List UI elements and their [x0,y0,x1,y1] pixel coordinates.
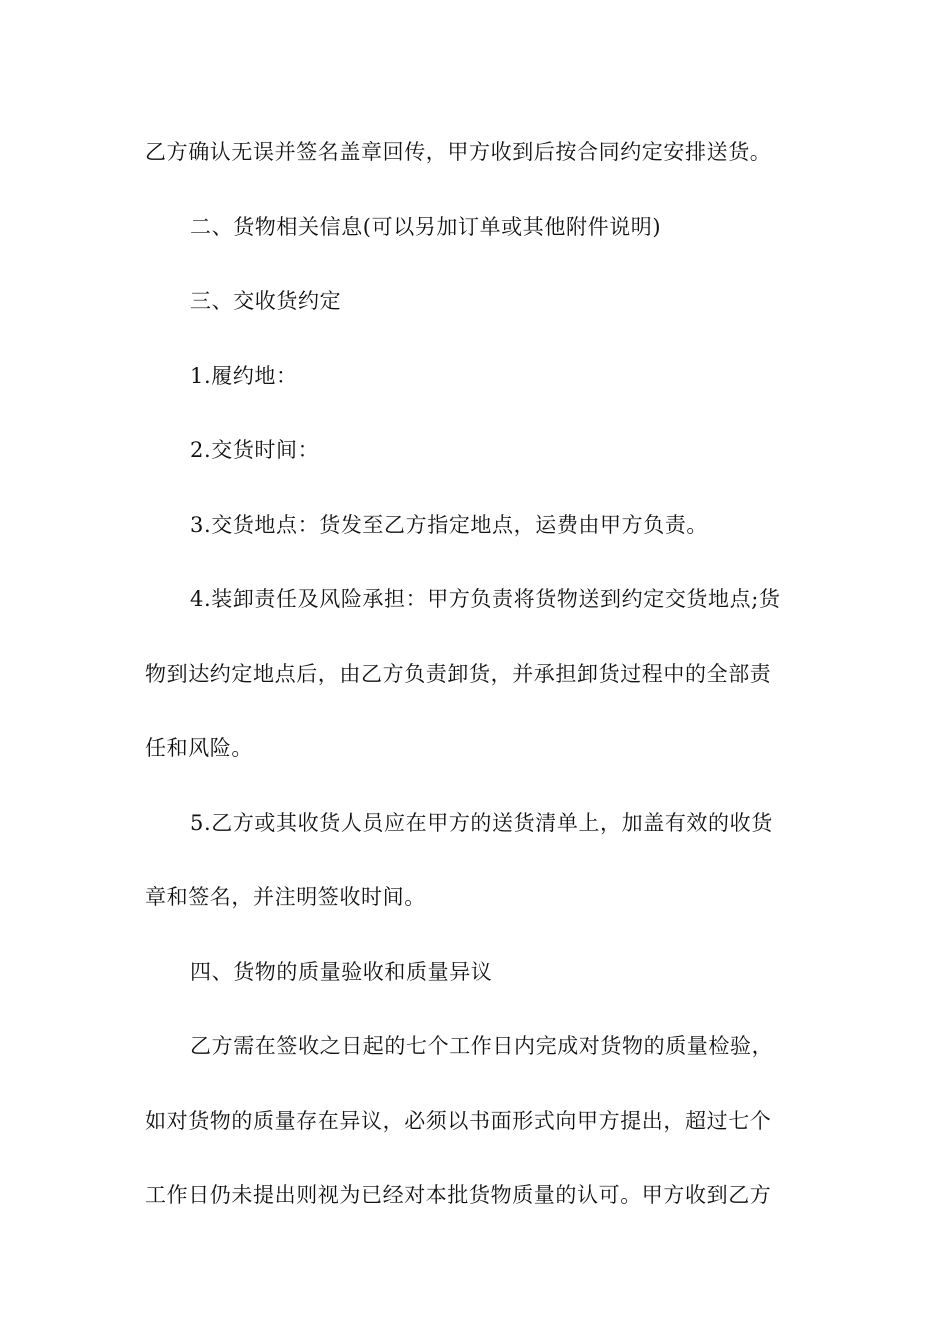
clause-1: 1.履约地： [190,364,298,388]
clause-4-line-1: 4.装卸责任及风险承担：甲方负责将货物送到约定交货地点;货 [190,587,781,611]
section-heading-4: 四、货物的质量验收和质量异议 [190,960,493,984]
clause-5-line-2: 章和签名，并注明签收时间。 [145,885,426,909]
clause-4-line-3: 任和风险。 [145,736,253,760]
section-heading-3: 三、交收货约定 [190,289,342,313]
section-heading-2: 二、货物相关信息(可以另加订单或其他附件说明) [190,215,662,239]
clause-5-line-1: 5.乙方或其收货人员应在甲方的送货清单上，加盖有效的收货 [190,811,773,835]
paragraph-line-3: 工作日仍未提出则视为已经对本批货物质量的认可。甲方收到乙方 [145,1183,772,1207]
clause-2: 2.交货时间： [190,438,320,462]
clause-3: 3.交货地点：货发至乙方指定地点，运费由甲方负责。 [190,513,709,537]
paragraph-line-2: 如对货物的质量存在异议，必须以书面形式向甲方提出，超过七个 [145,1109,772,1133]
text-line-1: 乙方确认无误并签名盖章回传，甲方收到后按合同约定安排送货。 [145,140,772,164]
clause-4-line-2: 物到达约定地点后，由乙方负责卸货，并承担卸货过程中的全部责 [145,662,772,686]
paragraph-line-1: 乙方需在签收之日起的七个工作日内完成对货物的质量检验， [190,1034,774,1058]
